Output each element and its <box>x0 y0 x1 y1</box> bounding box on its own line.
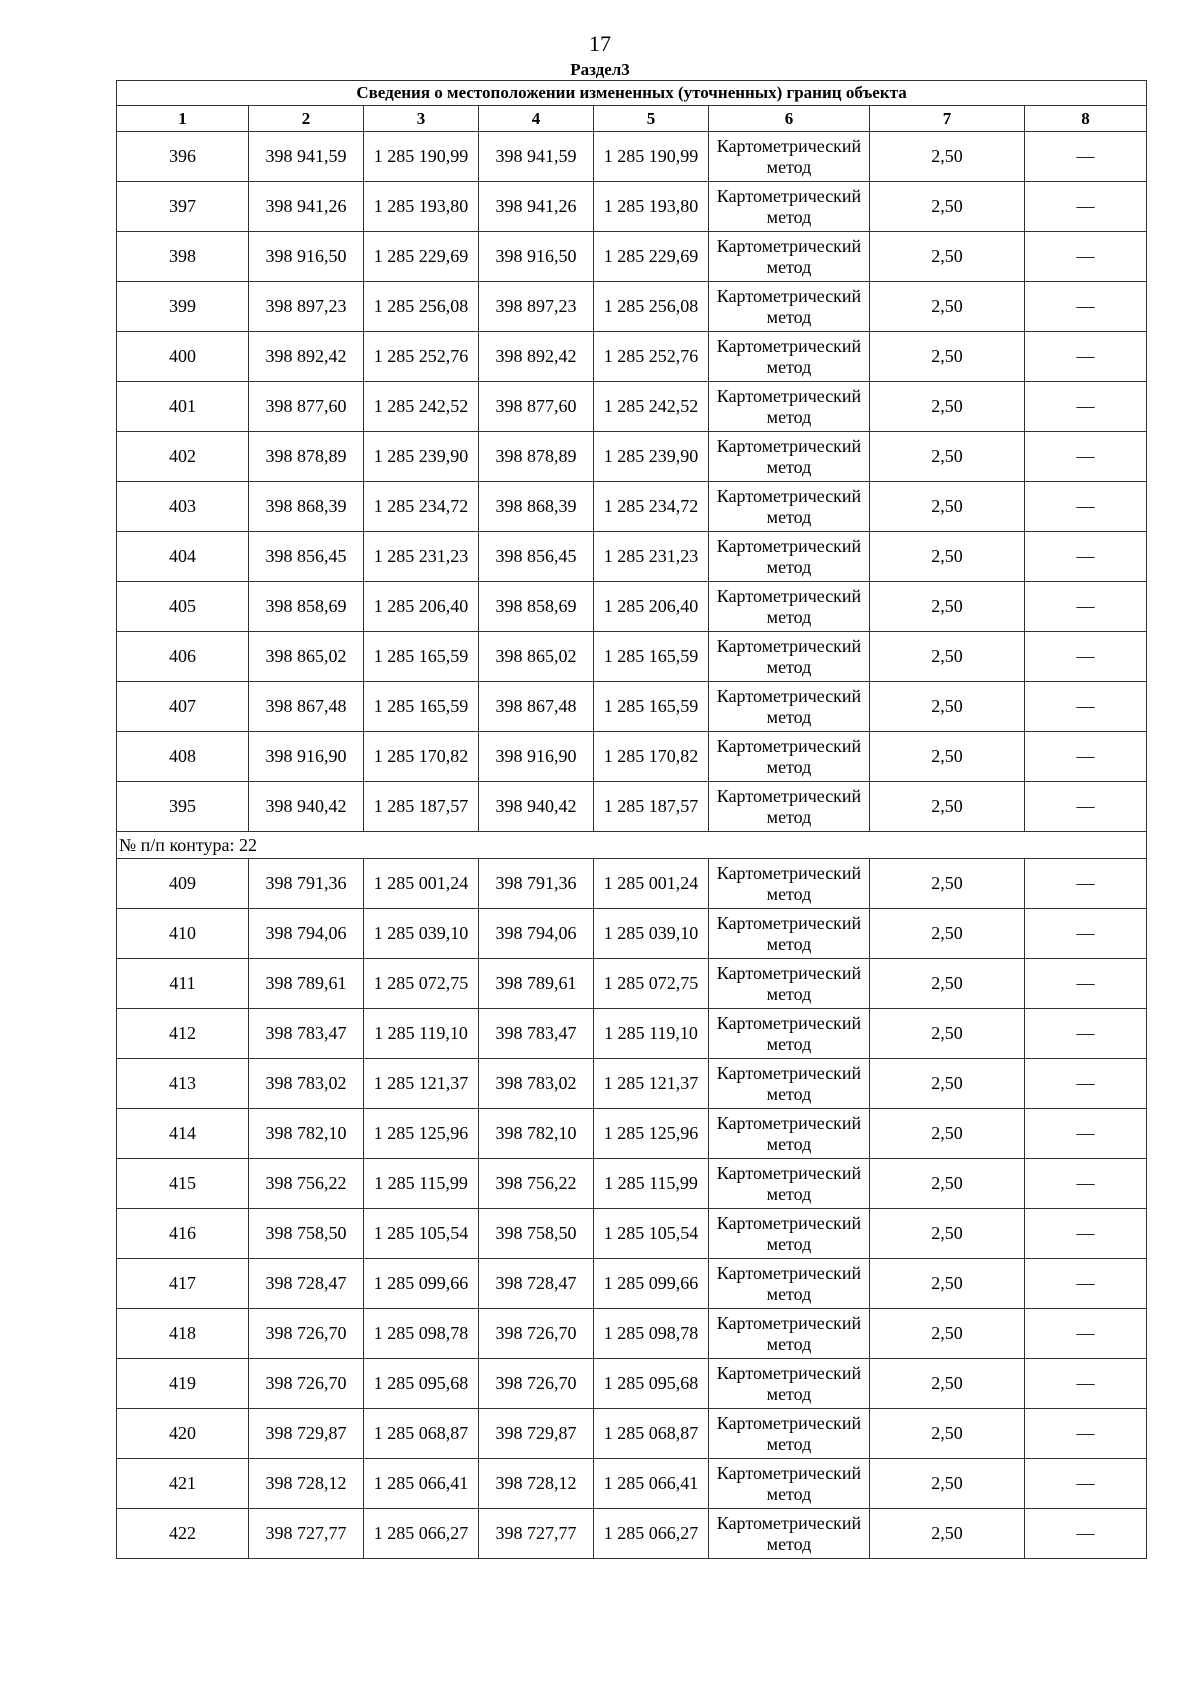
table-cell: 400 <box>117 332 249 382</box>
table-cell: — <box>1025 232 1147 282</box>
table-row <box>117 1159 1147 1209</box>
table-cell: 2,50 <box>870 1109 1025 1159</box>
table-cell: 398 877,60 <box>479 382 594 432</box>
table-cell: 1 285 121,37 <box>594 1059 709 1109</box>
table-cell: 1 285 105,54 <box>364 1209 479 1259</box>
table-cell: — <box>1025 132 1147 182</box>
table-row <box>117 332 1147 382</box>
table-cell: 2,50 <box>870 1509 1025 1559</box>
method-cell: Картометрический метод <box>709 1209 870 1259</box>
table-row <box>117 782 1147 832</box>
table-cell: 1 285 072,75 <box>364 959 479 1009</box>
method-cell: Картометрический метод <box>709 859 870 909</box>
method-cell: Картометрический метод <box>709 1259 870 1309</box>
column-number: 1 <box>117 106 249 132</box>
table-cell: 2,50 <box>870 1259 1025 1309</box>
table-cell: 1 285 066,27 <box>594 1509 709 1559</box>
table-cell: 1 285 039,10 <box>594 909 709 959</box>
table-cell: 2,50 <box>870 1459 1025 1509</box>
table-cell: 2,50 <box>870 532 1025 582</box>
table-cell: — <box>1025 282 1147 332</box>
method-cell: Картометрический метод <box>709 1309 870 1359</box>
table-cell: 1 285 234,72 <box>594 482 709 532</box>
table-cell: 398 858,69 <box>479 582 594 632</box>
table-cell: 398 916,50 <box>479 232 594 282</box>
table-caption-row <box>117 81 1147 106</box>
table-cell: 2,50 <box>870 482 1025 532</box>
method-cell: Картометрический метод <box>709 959 870 1009</box>
table-cell: 1 285 239,90 <box>364 432 479 482</box>
table-cell: 2,50 <box>870 782 1025 832</box>
table-cell: — <box>1025 782 1147 832</box>
table-row <box>117 182 1147 232</box>
table-cell: 1 285 098,78 <box>594 1309 709 1359</box>
table-row <box>117 282 1147 332</box>
table-cell: 2,50 <box>870 1209 1025 1259</box>
table-cell: 410 <box>117 909 249 959</box>
method-cell: Картометрический метод <box>709 1059 870 1109</box>
table-row <box>117 232 1147 282</box>
table-row <box>117 1409 1147 1459</box>
table-row <box>117 1059 1147 1109</box>
page-number: 17 <box>589 31 611 56</box>
table-cell: 2,50 <box>870 1159 1025 1209</box>
table-row <box>117 682 1147 732</box>
table-cell: 1 285 072,75 <box>594 959 709 1009</box>
table-cell: 1 285 190,99 <box>364 132 479 182</box>
table-cell: 398 867,48 <box>479 682 594 732</box>
table-cell: 398 728,47 <box>479 1259 594 1309</box>
table-cell: 1 285 165,59 <box>364 682 479 732</box>
table-cell: 1 285 115,99 <box>364 1159 479 1209</box>
table-cell: 398 897,23 <box>479 282 594 332</box>
table-cell: 1 285 242,52 <box>364 382 479 432</box>
table-cell: 2,50 <box>870 632 1025 682</box>
table-cell: 398 856,45 <box>479 532 594 582</box>
table-cell: 398 726,70 <box>249 1309 364 1359</box>
table-cell: 406 <box>117 632 249 682</box>
table-row <box>117 909 1147 959</box>
table-cell: 1 285 170,82 <box>594 732 709 782</box>
table-cell: 398 941,59 <box>249 132 364 182</box>
table-cell: 395 <box>117 782 249 832</box>
table-cell: 2,50 <box>870 132 1025 182</box>
table-cell: — <box>1025 1509 1147 1559</box>
table-cell: — <box>1025 1459 1147 1509</box>
table-row <box>117 532 1147 582</box>
table-cell: — <box>1025 1059 1147 1109</box>
table-cell: 1 285 001,24 <box>364 859 479 909</box>
table-cell: 1 285 231,23 <box>594 532 709 582</box>
table-cell: 1 285 066,41 <box>594 1459 709 1509</box>
table-cell: 398 791,36 <box>249 859 364 909</box>
table-cell: 398 <box>117 232 249 282</box>
column-number: 6 <box>709 106 870 132</box>
table-cell: 398 756,22 <box>479 1159 594 1209</box>
table-row <box>117 1359 1147 1409</box>
table-cell: 398 726,70 <box>479 1359 594 1409</box>
column-number: 2 <box>249 106 364 132</box>
table-cell: 398 728,12 <box>479 1459 594 1509</box>
column-number: 7 <box>870 106 1025 132</box>
table-cell: 398 789,61 <box>479 959 594 1009</box>
table-cell: — <box>1025 959 1147 1009</box>
table-cell: 398 916,90 <box>249 732 364 782</box>
table-row <box>117 432 1147 482</box>
table-cell: 1 285 229,69 <box>364 232 479 282</box>
table-cell: 1 285 252,76 <box>594 332 709 382</box>
method-cell: Картометрический метод <box>709 282 870 332</box>
table-cell: 419 <box>117 1359 249 1409</box>
table-cell: 398 783,02 <box>249 1059 364 1109</box>
table-cell: 398 758,50 <box>249 1209 364 1259</box>
table-cell: 2,50 <box>870 332 1025 382</box>
column-number: 3 <box>364 106 479 132</box>
table-cell: 2,50 <box>870 182 1025 232</box>
table-cell: 398 865,02 <box>479 632 594 682</box>
table-cell: — <box>1025 532 1147 582</box>
table-cell: — <box>1025 1259 1147 1309</box>
method-cell: Картометрический метод <box>709 382 870 432</box>
method-cell: Картометрический метод <box>709 132 870 182</box>
table-cell: 2,50 <box>870 1309 1025 1359</box>
table-row <box>117 1509 1147 1559</box>
table-cell: 1 285 099,66 <box>594 1259 709 1309</box>
column-number: 8 <box>1025 106 1147 132</box>
method-cell: Картометрический метод <box>709 1359 870 1409</box>
table-cell: 398 728,12 <box>249 1459 364 1509</box>
method-cell: Картометрический метод <box>709 582 870 632</box>
table-row <box>117 1259 1147 1309</box>
table-cell: 398 727,77 <box>479 1509 594 1559</box>
table-cell: 398 727,77 <box>249 1509 364 1559</box>
table-cell: — <box>1025 682 1147 732</box>
table-cell: 398 783,02 <box>479 1059 594 1109</box>
contour-label: № п/п контура: 22 <box>117 832 1147 859</box>
table-cell: — <box>1025 1009 1147 1059</box>
table-cell: 398 756,22 <box>249 1159 364 1209</box>
table-cell: 1 285 095,68 <box>364 1359 479 1409</box>
table-cell: 398 941,26 <box>249 182 364 232</box>
method-cell: Картометрический метод <box>709 909 870 959</box>
table-cell: 421 <box>117 1459 249 1509</box>
method-cell: Картометрический метод <box>709 1459 870 1509</box>
table-cell: 398 782,10 <box>479 1109 594 1159</box>
table-cell: — <box>1025 1359 1147 1409</box>
table-cell: 2,50 <box>870 1409 1025 1459</box>
table-cell: 401 <box>117 382 249 432</box>
method-cell: Картометрический метод <box>709 1159 870 1209</box>
table-cell: 398 897,23 <box>249 282 364 332</box>
table-cell: 1 285 001,24 <box>594 859 709 909</box>
table-cell: 398 878,89 <box>249 432 364 482</box>
table-cell: 2,50 <box>870 682 1025 732</box>
table-cell: 1 285 165,59 <box>594 682 709 732</box>
table-cell: 405 <box>117 582 249 632</box>
table-cell: 1 285 165,59 <box>594 632 709 682</box>
table-cell: 1 285 125,96 <box>364 1109 479 1159</box>
column-number: 4 <box>479 106 594 132</box>
table-cell: 1 285 229,69 <box>594 232 709 282</box>
table-row <box>117 959 1147 1009</box>
table-cell: 1 285 190,99 <box>594 132 709 182</box>
table-cell: 1 285 231,23 <box>364 532 479 582</box>
table-cell: 1 285 068,87 <box>594 1409 709 1459</box>
table-cell: 398 858,69 <box>249 582 364 632</box>
table-cell: — <box>1025 1109 1147 1159</box>
table-cell: 1 285 066,41 <box>364 1459 479 1509</box>
table-cell: 398 856,45 <box>249 532 364 582</box>
table-cell: 407 <box>117 682 249 732</box>
table-cell: — <box>1025 182 1147 232</box>
table-row <box>117 859 1147 909</box>
table-cell: 1 285 187,57 <box>364 782 479 832</box>
table-cell: 409 <box>117 859 249 909</box>
table-cell: 411 <box>117 959 249 1009</box>
table-cell: 2,50 <box>870 382 1025 432</box>
table-cell: 1 285 256,08 <box>364 282 479 332</box>
table-cell: 1 285 115,99 <box>594 1159 709 1209</box>
table-cell: 397 <box>117 182 249 232</box>
table-cell: 398 868,39 <box>249 482 364 532</box>
table-cell: 398 940,42 <box>479 782 594 832</box>
table-cell: 398 916,50 <box>249 232 364 282</box>
table-cell: 2,50 <box>870 582 1025 632</box>
table-cell: 1 285 193,80 <box>594 182 709 232</box>
table-cell: 2,50 <box>870 1059 1025 1109</box>
table-cell: 418 <box>117 1309 249 1359</box>
table-cell: 398 877,60 <box>249 382 364 432</box>
table-cell: 1 285 119,10 <box>594 1009 709 1059</box>
table-caption: Сведения о местоположении измененных (уточненных) границ объекта <box>117 81 1147 106</box>
table-cell: 398 865,02 <box>249 632 364 682</box>
table-cell: 1 285 252,76 <box>364 332 479 382</box>
method-cell: Картометрический метод <box>709 532 870 582</box>
method-cell: Картометрический метод <box>709 732 870 782</box>
table-cell: 1 285 206,40 <box>594 582 709 632</box>
table-cell: — <box>1025 482 1147 532</box>
table-cell: 1 285 119,10 <box>364 1009 479 1059</box>
table-cell: 416 <box>117 1209 249 1259</box>
table-cell: 1 285 256,08 <box>594 282 709 332</box>
table-cell: 1 285 242,52 <box>594 382 709 432</box>
method-cell: Картометрический метод <box>709 432 870 482</box>
table-cell: 398 729,87 <box>249 1409 364 1459</box>
table-cell: 398 867,48 <box>249 682 364 732</box>
table-cell: 420 <box>117 1409 249 1459</box>
table-row <box>117 1109 1147 1159</box>
table-cell: 422 <box>117 1509 249 1559</box>
table-cell: — <box>1025 382 1147 432</box>
table-cell: 1 285 206,40 <box>364 582 479 632</box>
table-row <box>117 132 1147 182</box>
table-cell: 398 892,42 <box>249 332 364 382</box>
table-cell: 398 783,47 <box>479 1009 594 1059</box>
table-cell: 404 <box>117 532 249 582</box>
table-row <box>117 1309 1147 1359</box>
table-cell: 398 941,26 <box>479 182 594 232</box>
table-cell: 412 <box>117 1009 249 1059</box>
table-cell: 398 726,70 <box>249 1359 364 1409</box>
table-row <box>117 482 1147 532</box>
table-cell: 1 285 095,68 <box>594 1359 709 1409</box>
table-cell: 398 916,90 <box>479 732 594 782</box>
table-cell: 1 285 068,87 <box>364 1409 479 1459</box>
table-cell: 1 285 121,37 <box>364 1059 479 1109</box>
table-cell: — <box>1025 582 1147 632</box>
method-cell: Картометрический метод <box>709 1009 870 1059</box>
table-cell: 1 285 066,27 <box>364 1509 479 1559</box>
method-cell: Картометрический метод <box>709 782 870 832</box>
method-cell: Картометрический метод <box>709 182 870 232</box>
table-row <box>117 1209 1147 1259</box>
table-row <box>117 1459 1147 1509</box>
table-cell: — <box>1025 1209 1147 1259</box>
table-cell: 1 285 170,82 <box>364 732 479 782</box>
section-title: Раздел3 <box>570 60 630 79</box>
table-cell: 1 285 125,96 <box>594 1109 709 1159</box>
table-cell: 398 758,50 <box>479 1209 594 1259</box>
table-cell: 398 791,36 <box>479 859 594 909</box>
table-cell: 398 783,47 <box>249 1009 364 1059</box>
table-cell: 402 <box>117 432 249 482</box>
table-cell: 1 285 193,80 <box>364 182 479 232</box>
table-body <box>117 132 1147 1559</box>
table-cell: — <box>1025 632 1147 682</box>
table-cell: 2,50 <box>870 732 1025 782</box>
table-cell: — <box>1025 859 1147 909</box>
column-number-row <box>117 106 1147 132</box>
table-cell: 398 794,06 <box>249 909 364 959</box>
table-cell: — <box>1025 732 1147 782</box>
table-cell: 398 726,70 <box>479 1309 594 1359</box>
method-cell: Картометрический метод <box>709 482 870 532</box>
table-cell: 1 285 239,90 <box>594 432 709 482</box>
table-cell: 2,50 <box>870 282 1025 332</box>
table-cell: — <box>1025 909 1147 959</box>
table-cell: 398 789,61 <box>249 959 364 1009</box>
table-cell: 398 940,42 <box>249 782 364 832</box>
table-cell: — <box>1025 432 1147 482</box>
table-row <box>117 1009 1147 1059</box>
column-number: 5 <box>594 106 709 132</box>
table-cell: — <box>1025 1409 1147 1459</box>
method-cell: Картометрический метод <box>709 232 870 282</box>
table-cell: 398 892,42 <box>479 332 594 382</box>
table-cell: 2,50 <box>870 959 1025 1009</box>
table-cell: 398 794,06 <box>479 909 594 959</box>
table-cell: 398 878,89 <box>479 432 594 482</box>
table-cell: 1 285 234,72 <box>364 482 479 532</box>
table-cell: 2,50 <box>870 859 1025 909</box>
table-cell: 1 285 099,66 <box>364 1259 479 1309</box>
table-cell: 2,50 <box>870 1359 1025 1409</box>
table-cell: 1 285 098,78 <box>364 1309 479 1359</box>
contour-label-row <box>117 832 1147 859</box>
table-cell: 2,50 <box>870 909 1025 959</box>
method-cell: Картометрический метод <box>709 1109 870 1159</box>
table-cell: 413 <box>117 1059 249 1109</box>
method-cell: Картометрический метод <box>709 632 870 682</box>
table-cell: 2,50 <box>870 432 1025 482</box>
table-row <box>117 582 1147 632</box>
table-cell: 1 285 039,10 <box>364 909 479 959</box>
table-cell: 1 285 187,57 <box>594 782 709 832</box>
method-cell: Картометрический метод <box>709 332 870 382</box>
table-cell: 2,50 <box>870 232 1025 282</box>
table-cell: 399 <box>117 282 249 332</box>
table-cell: 398 941,59 <box>479 132 594 182</box>
table-cell: 1 285 165,59 <box>364 632 479 682</box>
method-cell: Картометрический метод <box>709 1409 870 1459</box>
table-cell: 398 782,10 <box>249 1109 364 1159</box>
table-cell: — <box>1025 1309 1147 1359</box>
coordinates-table <box>116 80 1147 1559</box>
table-cell: — <box>1025 332 1147 382</box>
table-cell: 2,50 <box>870 1009 1025 1059</box>
table-cell: 396 <box>117 132 249 182</box>
table-cell: 403 <box>117 482 249 532</box>
table-cell: 408 <box>117 732 249 782</box>
method-cell: Картометрический метод <box>709 1509 870 1559</box>
table-row <box>117 732 1147 782</box>
table-cell: 398 729,87 <box>479 1409 594 1459</box>
table-cell: 398 728,47 <box>249 1259 364 1309</box>
table-cell: — <box>1025 1159 1147 1209</box>
table-row <box>117 632 1147 682</box>
table-cell: 417 <box>117 1259 249 1309</box>
table-row <box>117 382 1147 432</box>
table-cell: 398 868,39 <box>479 482 594 532</box>
table-cell: 415 <box>117 1159 249 1209</box>
method-cell: Картометрический метод <box>709 682 870 732</box>
table-cell: 1 285 105,54 <box>594 1209 709 1259</box>
table-cell: 414 <box>117 1109 249 1159</box>
